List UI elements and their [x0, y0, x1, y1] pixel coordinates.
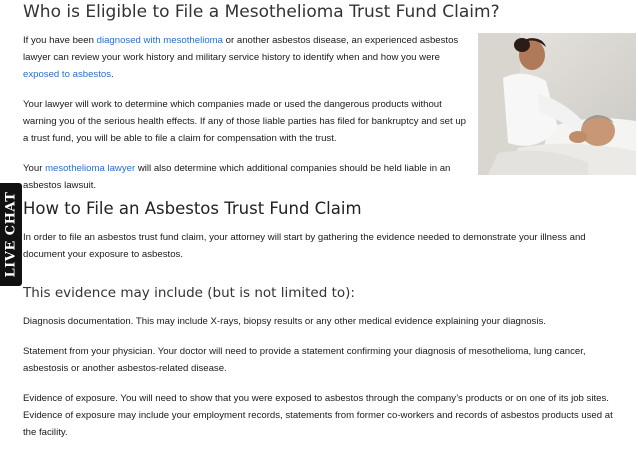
- intro-paragraph-1: [23, 32, 468, 83]
- intro-p3-text-2: will also determine which additional companies should be held liable in an asbestos lawsuit.: [23, 163, 451, 191]
- evidence-item: Statement from your physician. Your doctor will need to provide a statement confirming your diagnosis of mesothelioma, lung cancer, asbestosis or another asbestos-related disease.: [23, 346, 586, 374]
- link-diagnosed-with-mesothelioma[interactable]: diagnosed with mesothelioma: [96, 35, 224, 46]
- section-body: [23, 229, 613, 276]
- page-title: Who is Eligible to File a Mesothelioma Trust Fund Claim?: [23, 2, 500, 22]
- intro-p1-text-2: or another asbestos disease, an experienced asbestos lawyer can review your work history and military service history to identify when and how you were: [23, 35, 459, 63]
- link-mesothelioma-lawyer[interactable]: mesothelioma lawyer: [45, 163, 136, 174]
- evidence-list: [23, 313, 613, 454]
- section-paragraph-1: In order to file an asbestos trust fund claim, your attorney will start by gathering the evidence needed to demonstrate your illness and document your exposure to asbestos.: [23, 232, 586, 260]
- intro-p1-text-3: .: [111, 69, 114, 80]
- section-title: How to File an Asbestos Trust Fund Claim: [23, 199, 362, 218]
- intro-paragraph-3: [23, 160, 468, 194]
- live-chat-label: LIVE CHAT: [3, 191, 19, 278]
- intro-p3-text-1: Your: [23, 163, 46, 174]
- evidence-item: Diagnosis documentation. This may include X-rays, biopsy results or any other medical evidence explaining your diagnosis.: [23, 316, 546, 327]
- intro-text: [23, 32, 468, 207]
- nurse-and-patient-photo: [478, 33, 636, 175]
- evidence-subtitle: This evidence may include (but is not limited to):: [23, 285, 355, 301]
- evidence-item: Evidence of exposure. You will need to show that you were exposed to asbestos through the company’s products or on one of its job sites. Evidence of exposure may include your employment records, statements from former co-workers and records of asbestos products used at the facility.: [23, 393, 613, 438]
- intro-paragraph-2: Your lawyer will work to determine which companies made or used the dangerous products without warning you of the serious health effects. If any of those liable parties has filed for bankruptcy and set up a trust fund, you will be able to file a claim for compensation with the trust.: [23, 99, 466, 144]
- intro-p1-text-1: If you have been: [23, 35, 97, 46]
- photo-illustration: [478, 33, 636, 175]
- live-chat-button[interactable]: [0, 183, 22, 286]
- link-exposed-to-asbestos[interactable]: exposed to asbestos: [23, 69, 112, 80]
